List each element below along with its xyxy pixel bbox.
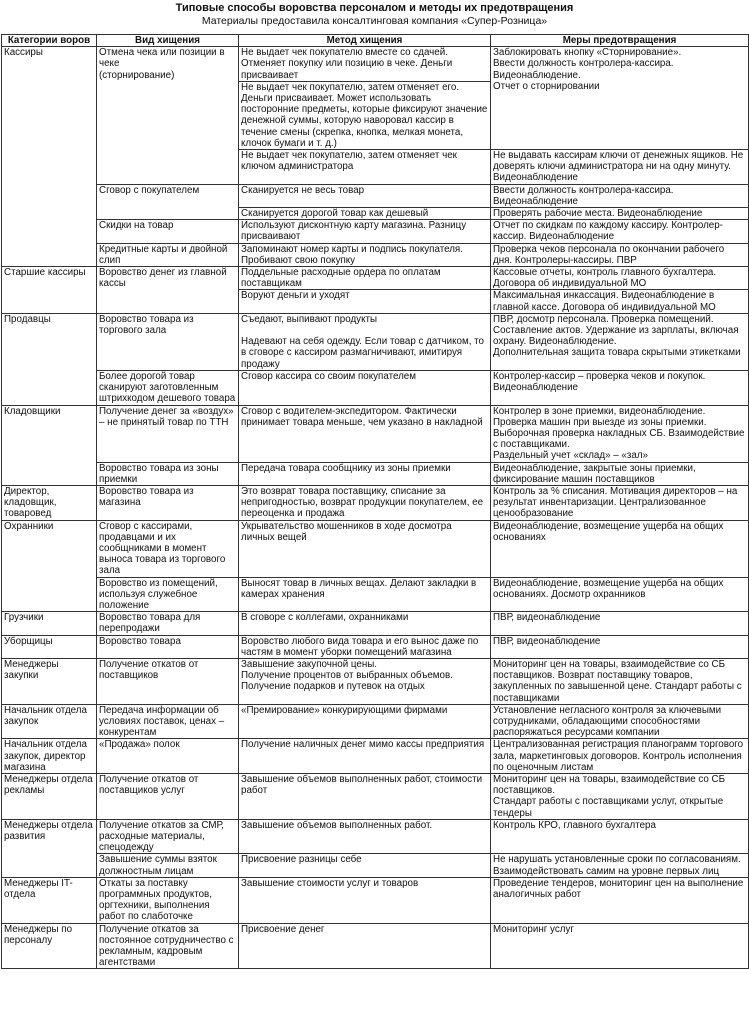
table-row (2, 658, 749, 704)
cell-theft-type: Воровство товара (97, 635, 239, 658)
cell-theft-type: Воровство товара из торгового зала (97, 313, 239, 370)
column-header-category: Категории воров (2, 35, 97, 47)
cell-theft-type: Воровство денег из главной кассы (97, 267, 239, 314)
cell-theft-type: «Продажа» полок (97, 739, 239, 774)
cell-prevention: Не выдавать кассирам ключи от денежных ящиков. Не доверять ключи администратора ни на одну минуту. Видеонаблюдение (491, 150, 749, 185)
table-row (2, 877, 749, 923)
table-row (2, 184, 749, 207)
table-row (2, 220, 749, 243)
table-row (2, 47, 749, 82)
cell-prevention: Контроль за % списания. Мотивация директоров – на результат инвентаризации. Централизованное ценообразование (491, 485, 749, 520)
cell-theft-type: Передача информации об условиях поставок, ценах – конкурентам (97, 704, 239, 739)
cell-category: Охранники (2, 520, 97, 612)
cell-prevention: Установление негласного контроля за ключевыми сотрудниками, обладающими способностями распоряжаться ресурсами компании (491, 704, 749, 739)
table-row (2, 313, 749, 370)
cell-theft-type: Воровство товара из зоны приемки (97, 462, 239, 485)
cell-theft-method: Не выдает чек покупателю вместе со сдачей. Отменяет покупку или позицию в чеке. Деньги присваивает (239, 47, 491, 82)
cell-theft-method: Сговор с водителем-экспедитором. Фактически принимает товара меньше, чем указано в накладной (239, 405, 491, 462)
cell-prevention: Не нарушать установленные сроки по согласованиям. Взаимодействовать самим на уровне первых лиц (491, 854, 749, 877)
cell-theft-type: Отмена чека или позиции в чеке (сторнирование) (97, 47, 239, 184)
cell-theft-method: Воруют деньги и уходят (239, 290, 491, 313)
cell-category: Начальник отдела закупок (2, 704, 97, 739)
table-row (2, 267, 749, 290)
table-row (2, 485, 749, 520)
cell-theft-type: Воровство из помещений, используя служебное положение (97, 577, 239, 612)
table-header-row (2, 35, 749, 47)
cell-theft-method: В сговоре с коллегами, охранниками (239, 612, 491, 635)
cell-category: Кладовщики (2, 405, 97, 485)
cell-theft-method: Укрывательство мошенников в ходе досмотра личных вещей (239, 520, 491, 577)
cell-prevention: Проверять рабочие места. Видеонаблюдение (491, 208, 749, 220)
cell-prevention: ПВР, досмотр персонала. Проверка помещений. Составление актов. Удержание из зарплаты, включая охрану. Видеонаблюдение. Дополнительная защита товара скрытыми этикетками (491, 313, 749, 370)
table-row (2, 405, 749, 462)
table-row (2, 370, 749, 405)
table-row (2, 520, 749, 577)
cell-theft-method: Используют дисконтную карту магазина. Разницу присваивают (239, 220, 491, 243)
cell-theft-method: «Премирование» конкурирующими фирмами (239, 704, 491, 739)
cell-theft-type: Кредитные карты и двойной слип (97, 243, 239, 266)
cell-theft-method: Съедают, выпивают продукты Надевают на себя одежду. Если товар с датчиком, то в сговоре с кассиром размагничивают, имитируя продажу (239, 313, 491, 370)
cell-theft-type: Сговор с кассирами, продавцами и их сообщниками в момент выноса товара из торгового зала (97, 520, 239, 577)
cell-category: Менеджеры закупки (2, 658, 97, 704)
cell-theft-method: Получение наличных денег мимо кассы предприятия (239, 739, 491, 774)
cell-prevention: Мониторинг цен на товары, взаимодействие со СБ поставщиков. Стандарт работы с поставщиками услуг, открытые тендеры (491, 774, 749, 820)
cell-theft-method: Сканируется дорогой товар как дешевый (239, 208, 491, 220)
cell-prevention: ПВР, видеонаблюдение (491, 612, 749, 635)
cell-prevention: Мониторинг цен на товары, взаимодействие со СБ поставщиков. Возврат поставщику товаров, закупленных по завышенной цене. Стандарт работы с поставщиками (491, 658, 749, 704)
cell-theft-method: Присвоение денег (239, 923, 491, 969)
cell-theft-type: Более дорогой товар сканируют заготовленным штрихкодом дешевого товара (97, 370, 239, 405)
cell-category: Менеджеры отдела рекламы (2, 774, 97, 820)
cell-category: Кассиры (2, 47, 97, 267)
cell-category: Старшие кассиры (2, 267, 97, 314)
cell-theft-type: Откаты за поставку программных продуктов, оргтехники, выполнения работ по слаботочке (97, 877, 239, 923)
cell-prevention: Максимальная инкассация. Видеонаблюдение в главной кассе. Договора об индивидуальной МО (491, 290, 749, 313)
table-row (2, 774, 749, 820)
cell-prevention: Контроль КРО, главного бухгалтера (491, 819, 749, 854)
cell-theft-method: Сговор кассира со своим покупателем (239, 370, 491, 405)
column-header-theft-type: Вид хищения (97, 35, 239, 47)
cell-category: Уборщицы (2, 635, 97, 658)
cell-theft-method: Завышение объемов выполненных работ, стоимости работ (239, 774, 491, 820)
cell-theft-method: Поддельные расходные ордера по оплатам поставщикам (239, 267, 491, 290)
cell-theft-method: Завышение объемов выполненных работ. (239, 819, 491, 854)
cell-prevention: Заблокировать кнопку «Сторнирование». Ввести должность контролера-кассира. Видеонаблюдение. Отчет о сторнировании (491, 47, 749, 150)
table-row (2, 704, 749, 739)
cell-prevention: Видеонаблюдение, закрытые зоны приемки, фиксирование машин поставщиков (491, 462, 749, 485)
cell-prevention: Проведение тендеров, мониторинг цен на выполнение аналогичных работ (491, 877, 749, 923)
cell-prevention: Мониторинг услуг (491, 923, 749, 969)
cell-theft-type: Скидки на товар (97, 220, 239, 243)
table-row (2, 819, 749, 854)
document-title: Типовые способы воровства персоналом и методы их предотвращения (175, 2, 574, 14)
cell-theft-method: Это возврат товара поставщику, списание за непригодностью, возврат продукции покупателем, ее переоценка и продажа (239, 485, 491, 520)
cell-theft-method: Выносят товар в личных вещах. Делают закладки в камерах хранения (239, 577, 491, 612)
cell-theft-method: Воровство любого вида товара и его вынос даже по частям в момент уборки помещений магазина (239, 635, 491, 658)
document-header (0, 0, 749, 34)
cell-prevention: Видеонаблюдение, возмещение ущерба на общих основаниях (491, 520, 749, 577)
document-subtitle: Материалы предоставила консалтинговая компания «Супер-Розница» (201, 15, 548, 27)
cell-theft-type: Получение откатов за постоянное сотрудничество с рекламным, кадровым агентствами (97, 923, 239, 969)
table-row (2, 462, 749, 485)
cell-theft-method: Завышение закупочной цены. Получение процентов от выбранных объемов. Получение подарков и путевок на отдых (239, 658, 491, 704)
table-body (2, 47, 749, 969)
theft-methods-table (1, 34, 749, 969)
table-row (2, 243, 749, 266)
cell-category: Продавцы (2, 313, 97, 405)
table-row (2, 577, 749, 612)
cell-theft-type: Воровство товара для перепродажи (97, 612, 239, 635)
cell-prevention: ПВР, видеонаблюдение (491, 635, 749, 658)
cell-prevention: Проверка чеков персонала по окончании рабочего дня. Контролеры-кассиры. ПВР (491, 243, 749, 266)
cell-category: Менеджеры IT-отдела (2, 877, 97, 923)
cell-theft-type: Получение откатов за СМР, расходные материалы, спецодежду (97, 819, 239, 854)
cell-theft-method: Запоминают номер карты и подпись покупателя. Пробивают свою покупку (239, 243, 491, 266)
table-row (2, 854, 749, 877)
cell-category: Менеджеры по персоналу (2, 923, 97, 969)
cell-theft-method: Сканируется не весь товар (239, 184, 491, 207)
cell-category: Начальник отдела закупок, директор магазина (2, 739, 97, 774)
cell-prevention: Ввести должность контролера-кассира. Видеонаблюдение (491, 184, 749, 207)
cell-category: Директор, кладовщик, товаровед (2, 485, 97, 520)
cell-prevention: Контролер в зоне приемки, видеонаблюдение. Проверка машин при выезде из зоны приемки. Выборочная проверка накладных СБ. Взаимодействие с поставщиками. Раздельный учет «склад» – «зал» (491, 405, 749, 462)
cell-theft-method: Передача товара сообщнику из зоны приемки (239, 462, 491, 485)
cell-prevention: Видеонаблюдение, возмещение ущерба на общих основаниях. Досмотр охранников (491, 577, 749, 612)
cell-theft-type: Сговор с покупателем (97, 184, 239, 220)
cell-theft-type: Воровство товара из магазина (97, 485, 239, 520)
cell-theft-method: Не выдает чек покупателю, затем отменяет его. Деньги присваивает. Может использовать посторонние предметы, которые фиксируют значение денежной суммы, которую наворовал кассир в течение смены (скрепка, кнопка, мелкая монета, клочок бумаги и т. д.) (239, 81, 491, 149)
cell-theft-type: Получение откатов от поставщиков услуг (97, 774, 239, 820)
cell-prevention: Кассовые отчеты, контроль главного бухгалтера. Договора об индивидуальной МО (491, 267, 749, 290)
cell-theft-method: Не выдает чек покупателю, затем отменяет чек ключом администратора (239, 150, 491, 185)
column-header-theft-method: Метод хищения (239, 35, 491, 47)
cell-prevention: Отчет по скидкам по каждому кассиру. Контролер-кассир. Видеонаблюдение (491, 220, 749, 243)
table-row (2, 612, 749, 635)
cell-theft-type: Завышение суммы взяток должностным лицам (97, 854, 239, 877)
table-row (2, 923, 749, 969)
cell-theft-type: Получение денег за «воздух» – не принятый товар по ТТН (97, 405, 239, 462)
table-row (2, 739, 749, 774)
column-header-prevention: Меры предотвращения (491, 35, 749, 47)
cell-theft-type: Получение откатов от поставщиков (97, 658, 239, 704)
cell-theft-method: Присвоение разницы себе (239, 854, 491, 877)
cell-category: Менеджеры отдела развития (2, 819, 97, 877)
table-row (2, 635, 749, 658)
cell-prevention: Контролер-кассир – проверка чеков и покупок. Видеонаблюдение (491, 370, 749, 405)
cell-prevention: Централизованная регистрация планограмм торгового зала, маркетинговых договоров. Контроль исполнения по оценочным листам (491, 739, 749, 774)
cell-theft-method: Завышение стоимости услуг и товаров (239, 877, 491, 923)
cell-category: Грузчики (2, 612, 97, 635)
